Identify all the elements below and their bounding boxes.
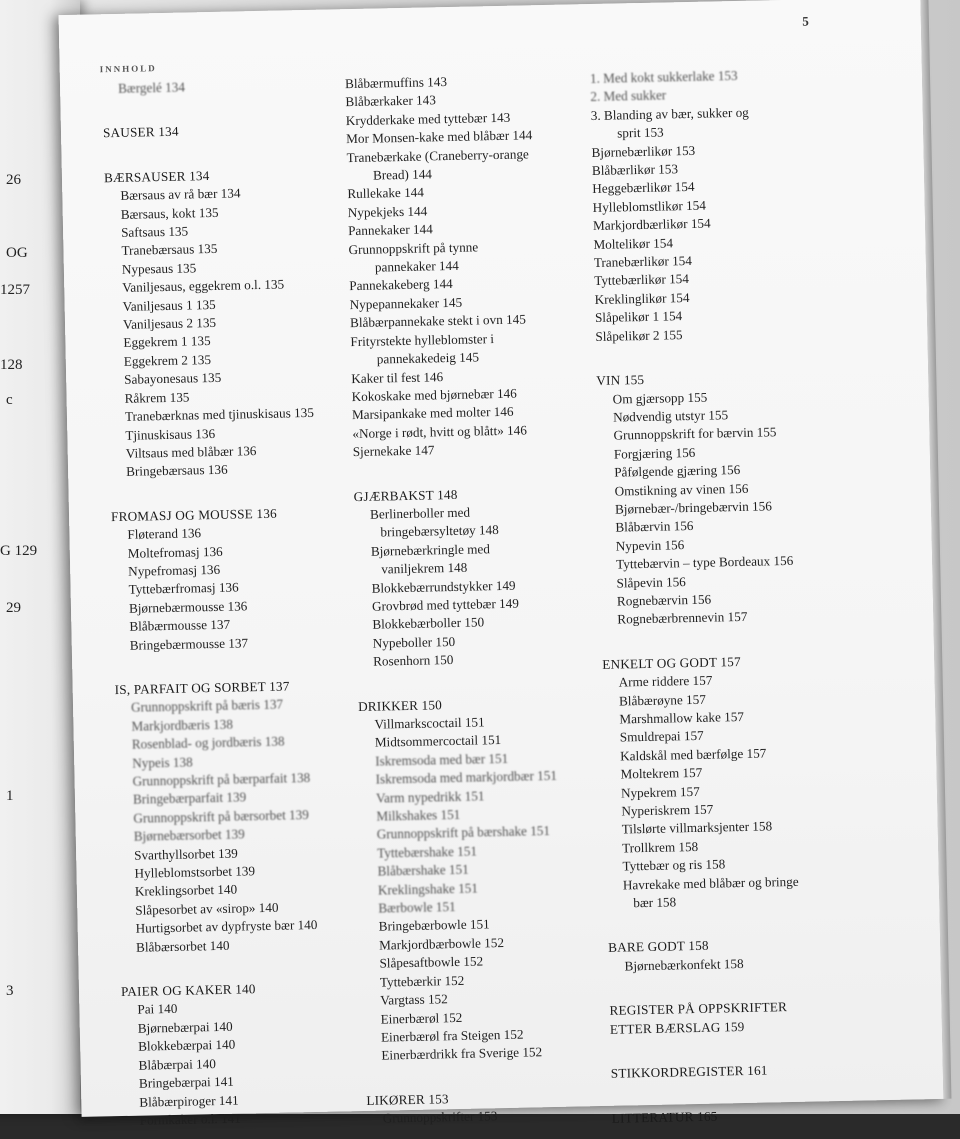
toc-entry: Nødvendig utstyr 155 (597, 404, 847, 428)
toc-entry: Påfølgende gjæring 156 (598, 459, 848, 483)
toc-entry: Saftsaus 135 (105, 219, 345, 242)
toc-entry: Moltelikør 154 (593, 230, 843, 254)
toc-entry: Omstikning av vinen 156 (598, 477, 848, 501)
toc-entry: Bærsaus, kokt 135 (105, 201, 345, 224)
toc-entry: Nypefromasj 136 (112, 558, 352, 581)
toc-section-heading: STIKKORDREGISTER 161 (611, 1060, 861, 1084)
toc-section-heading: LITTERATUR 165 (612, 1104, 862, 1128)
toc-entry: Mor Monsen-kake med blåbær 144 (346, 125, 591, 149)
toc-entry: Eggekrem 1 135 (107, 330, 347, 353)
toc-column-3 (590, 65, 862, 1128)
toc-entry: Eggekrem 2 135 (108, 348, 348, 371)
toc-entry: Kreklingsorbet 140 (119, 878, 359, 901)
toc-entry: Iskremsoda med markjordbær 151 (359, 766, 604, 790)
toc-entry: Blåbærpai 140 (122, 1052, 362, 1075)
toc-entry: Tilslørte villmarksjenter 158 (606, 816, 856, 840)
toc-entry: Bringebærpai 141 (123, 1070, 363, 1093)
toc-entry: Tyttebærfromasj 136 (112, 576, 352, 599)
left-page-fragment: c (6, 392, 13, 409)
toc-entry-continued: pannekaker 144 (349, 254, 594, 278)
toc-entry: Blåbærvin 156 (599, 514, 849, 538)
toc-entry: Vaniljesaus 2 135 (107, 311, 347, 334)
toc-entry: Berlinerboller med (354, 501, 599, 525)
toc-entry: Viltsaus med blåbær 136 (110, 440, 350, 463)
toc-section-heading: DRIKKER 150 (358, 692, 603, 716)
toc-entry: Hylleblomstlikør 154 (593, 194, 843, 218)
toc-entry-continued: sprit 153 (591, 120, 841, 144)
toc-entry: Blåbærkaker 143 (345, 88, 590, 112)
toc-entry: Råkrem 135 (108, 385, 348, 408)
toc-entry: Slåpelikør 2 155 (595, 322, 845, 346)
toc-entry: Rullekake 144 (347, 180, 592, 204)
toc-entry: Kreklingshake 151 (362, 877, 607, 901)
toc-entry: Blokkebærpai 140 (122, 1033, 362, 1056)
toc-entry-continued: vaniljekrem 148 (355, 556, 600, 580)
toc-entry: Bærgelé 134 (102, 75, 342, 98)
toc-entry: Moltekrem 157 (604, 761, 854, 785)
toc-page (59, 0, 944, 1117)
toc-entry: Einerbærdrikk fra Sverige 152 (365, 1042, 610, 1066)
left-page-fragment: G 129 (0, 543, 37, 560)
toc-section-heading: VIN 155 (596, 367, 846, 391)
toc-entry: Rognebærvin 156 (601, 588, 851, 612)
toc-entry: Blåbærmousse 137 (113, 613, 353, 636)
toc-entry: Sabayonesaus 135 (108, 366, 348, 389)
toc-entry: Kreklinglikør 154 (594, 286, 844, 310)
toc-entry-continued: bær 158 (607, 890, 857, 914)
toc-entry: Hylleblomstsorbet 139 (118, 860, 358, 883)
toc-entry: Om gjærsopp 155 (597, 385, 847, 409)
toc-entry: Hurtigsorbet av dypfryste bær 140 (120, 915, 360, 938)
toc-section-heading: FROMASJ OG MOUSSE 136 (111, 503, 351, 526)
toc-entry: Bærsaus av rå bær 134 (104, 182, 344, 205)
toc-entry: Grunnoppskrift på bærsorbet 139 (117, 805, 357, 828)
toc-entry: Krydderkake med tyttebær 143 (346, 107, 591, 131)
toc-entry: Nyperiskrem 157 (605, 798, 855, 822)
toc-section-heading: BÆRSAUSER 134 (104, 164, 344, 187)
left-page-fragment: 26 (6, 172, 21, 189)
toc-entry: Tranebærsaus 135 (105, 238, 345, 261)
toc-entry-continued: Bread) 144 (347, 162, 592, 186)
toc-entry: Vaniljesaus 1 135 (106, 293, 346, 316)
toc-entry: Einerbærøl 152 (364, 1005, 609, 1029)
toc-entry: Grunnoppskrift på bæris 137 (115, 694, 355, 717)
toc-entry: Blåbærmuffins 143 (345, 70, 590, 94)
toc-entry: Grunnoppskrift på bærshake 151 (361, 821, 606, 845)
left-page-fragment: 29 (6, 600, 21, 617)
left-page-fragment: 3 (6, 983, 14, 1000)
toc-entry: Fløterand 136 (111, 521, 351, 544)
toc-entry: Varm nypedrikk 151 (360, 785, 605, 809)
toc-entry: Bjørnebærsorbet 139 (118, 823, 358, 846)
toc-section-heading: BARE GODT 158 (608, 934, 858, 958)
toc-entry: Bringebærbowle 151 (363, 913, 608, 937)
toc-column-1 (102, 75, 364, 1130)
toc-entry: Vaniljesaus, eggekrem o.l. 135 (106, 274, 346, 297)
toc-entry: Bjørnebærlikør 153 (591, 138, 841, 162)
toc-entry: Bærbowle 151 (362, 895, 607, 919)
toc-entry: Milkshakes 151 (360, 803, 605, 827)
toc-entry-continued: pannekakedeig 145 (351, 346, 596, 370)
toc-entry: Blåbærlikør 153 (592, 157, 842, 181)
toc-entry: Tyttebær og ris 158 (606, 853, 856, 877)
toc-entry: Grunnoppskrift på bærparfait 138 (116, 768, 356, 791)
toc-entry: Pannekaker 144 (348, 217, 593, 241)
toc-entry: Slåpesaftbowle 152 (363, 950, 608, 974)
toc-entry: Rosenblad- og jordbæris 138 (116, 731, 356, 754)
toc-entry: Bringebærparfait 139 (117, 786, 357, 809)
toc-entry: Marshmallow kake 157 (603, 706, 853, 730)
toc-entry: Bjørnebærkonfekt 158 (608, 952, 858, 976)
running-head: INNHOLD (100, 63, 157, 74)
toc-entry: Slåpevin 156 (600, 569, 850, 593)
toc-entry: Marsipankake med molter 146 (352, 401, 597, 425)
toc-entry: Svarthyllsorbet 139 (118, 842, 358, 865)
toc-entry: Tjinuskisaus 136 (109, 422, 349, 445)
toc-entry: Formkaker o.l. 141 (124, 1107, 364, 1130)
left-page-fragment: 1 (6, 788, 14, 805)
toc-section-heading: IS, PARFAIT OG SORBET 137 (115, 676, 355, 699)
toc-entry: Markjordbærlikør 154 (593, 212, 843, 236)
toc-entry: Midtsommercoctail 151 (359, 729, 604, 753)
toc-entry: Trollkrem 158 (606, 834, 856, 858)
toc-entry: Kokoskake med bjørnebær 146 (351, 383, 596, 407)
toc-entry: Vargtass 152 (364, 987, 609, 1011)
toc-entry: Blåbærpannekake stekt i ovn 145 (350, 309, 595, 333)
toc-entry: Grunnoppskrifter 153 (367, 1105, 612, 1129)
toc-section-heading: GJÆRBAKST 148 (354, 482, 599, 506)
toc-section-heading: SAUSER 134 (103, 120, 343, 143)
toc-entry: Pannekakeberg 144 (349, 272, 594, 296)
toc-entry: Tranebærlikør 154 (594, 249, 844, 273)
toc-section-heading: LIKØRER 153 (366, 1087, 611, 1111)
toc-entry: Moltefromasj 136 (112, 540, 352, 563)
toc-section-heading: ENKELT OG GODT 157 (602, 650, 852, 674)
toc-entry: Havrekake med blåbær og bringe (607, 871, 857, 895)
toc-entry: 1. Med kokt sukkerlake 153 (590, 65, 840, 89)
left-page-fragment: 1257 (0, 282, 30, 299)
toc-entry: Markjordbæris 138 (115, 713, 355, 736)
toc-entry: Arme riddere 157 (602, 669, 852, 693)
toc-column-2 (345, 70, 612, 1128)
toc-entry: Tyttebærvin – type Bordeaux 156 (600, 551, 850, 575)
toc-entry: Grunnoppskrift for bærvin 155 (597, 422, 847, 446)
toc-entry: «Norge i rødt, hvitt og blått» 146 (352, 420, 597, 444)
toc-entry: Nypeboller 150 (357, 630, 602, 654)
toc-entry: Bjørnebærkringle med (355, 538, 600, 562)
toc-entry: Bjørnebærpai 140 (122, 1015, 362, 1038)
toc-entry: Blåbærpiroger 141 (123, 1089, 363, 1112)
toc-entry: Frityrstekte hylleblomster i (350, 328, 595, 352)
left-page-fragment: 128 (0, 357, 23, 374)
toc-entry: Tyttebærlikør 154 (594, 267, 844, 291)
toc-entry: Einerbærøl fra Steigen 152 (365, 1024, 610, 1048)
toc-entry: Bringebærmousse 137 (114, 632, 354, 655)
toc-entry: Pai 140 (121, 996, 361, 1019)
toc-entry: 3. Blanding av bær, sukker og (591, 102, 841, 126)
toc-section-heading-continued: ETTER BÆRSLAG 159 (610, 1015, 860, 1039)
toc-entry: Bringebærsaus 136 (110, 458, 350, 481)
toc-section-heading: PAIER OG KAKER 140 (121, 978, 361, 1001)
toc-entry: Slåpesorbet av «sirop» 140 (119, 897, 359, 920)
toc-entry: Kaldskål med bærfølge 157 (604, 742, 854, 766)
toc-entry: Nypesaus 135 (106, 256, 346, 279)
toc-entry: Tranebærknas med tjinuskisaus 135 (109, 403, 349, 426)
toc-entry: Forgjæring 156 (598, 440, 848, 464)
toc-entry-continued: bringebærsyltetøy 148 (354, 519, 599, 543)
toc-entry: Villmarkscoctail 151 (358, 711, 603, 735)
toc-section-heading: REGISTER PÅ OPPSKRIFTER (609, 997, 859, 1021)
page-number: 5 (802, 13, 809, 29)
toc-entry: 2. Med sukker (590, 83, 840, 107)
toc-entry: Heggebærlikør 154 (592, 175, 842, 199)
toc-entry: Kaker til fest 146 (351, 364, 596, 388)
toc-entry: Blokkebærrundstykker 149 (355, 574, 600, 598)
toc-entry: Blåbærsorbet 140 (120, 934, 360, 957)
toc-entry: Slåpelikør 1 154 (595, 304, 845, 328)
toc-entry: Bjørnebær-/bringebærvin 156 (599, 496, 849, 520)
toc-entry: Grunnoppskrift på tynne (348, 236, 593, 260)
toc-entry: Bjørnebærmousse 136 (113, 595, 353, 618)
toc-entry: Sjernekake 147 (353, 438, 598, 462)
toc-entry: Iskremsoda med bær 151 (359, 748, 604, 772)
left-page-fragment: OG (6, 245, 28, 262)
toc-entry: Blåbærøyne 157 (603, 687, 853, 711)
toc-entry: Rognebærbrennevin 157 (601, 606, 851, 630)
toc-entry: Blåbærshake 151 (361, 858, 606, 882)
toc-entry: Nypekrem 157 (605, 779, 855, 803)
toc-entry: Tranebærkake (Craneberry-orange (346, 144, 591, 168)
toc-entry: Nypeis 138 (116, 750, 356, 773)
toc-entry: Nypekjeks 144 (348, 199, 593, 223)
toc-entry: Nypevin 156 (600, 532, 850, 556)
toc-entry: Grovbrød med tyttebær 149 (356, 593, 601, 617)
toc-entry: Smuldrepai 157 (604, 724, 854, 748)
toc-entry: Tyttebærshake 151 (361, 840, 606, 864)
toc-entry: Blokkebærboller 150 (356, 611, 601, 635)
toc-entry: Markjordbærbowle 152 (363, 932, 608, 956)
toc-entry: Tyttebærkir 152 (364, 969, 609, 993)
toc-entry: Rosenhorn 150 (357, 648, 602, 672)
toc-entry: Nypepannekaker 145 (350, 291, 595, 315)
